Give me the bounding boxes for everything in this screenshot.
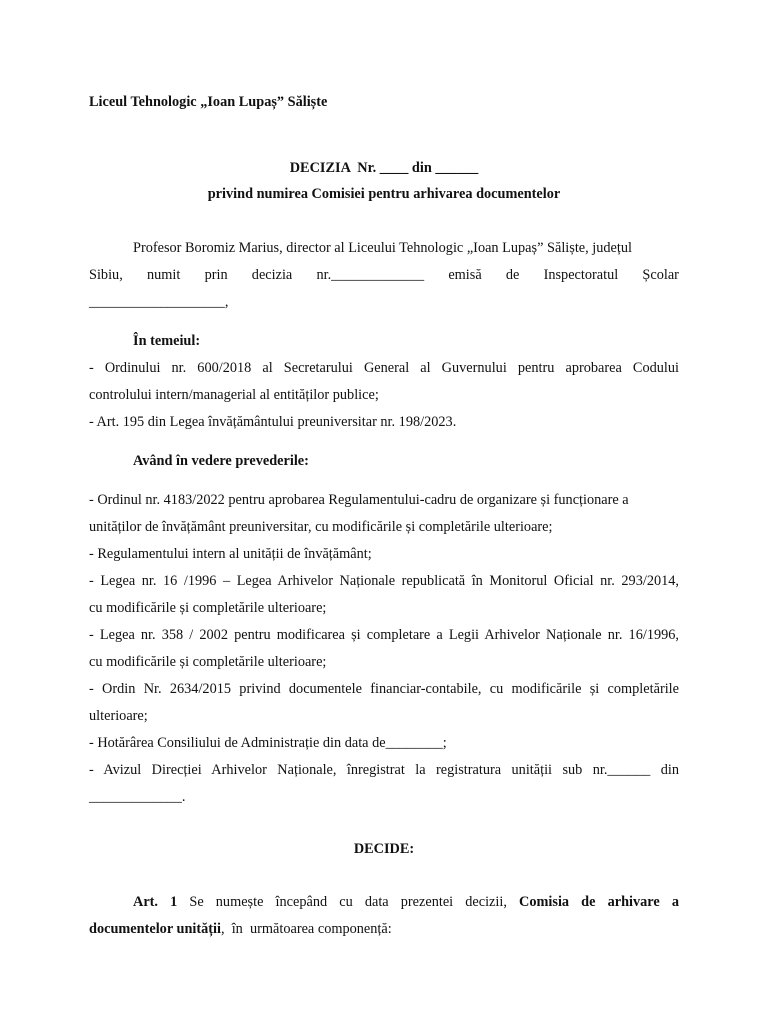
provision-7-line-2: _____________. — [89, 789, 186, 805]
intro-word: decizia — [251, 267, 293, 283]
provision-7-line-1: - Avizul Direcției Arhivelor Naționale, înregistrat la registratura unității sub nr.______ din — [89, 762, 679, 778]
provisions-heading: Având în vedere prevederile: — [133, 453, 309, 469]
basis-item-1-line-2: controlului intern/managerial al entităților publice; — [89, 387, 379, 403]
intro-line-2 — [89, 266, 679, 284]
intro-word: Sibiu, — [89, 267, 123, 283]
provision-2: - Regulamentului intern al unității de învățământ; — [89, 546, 372, 562]
intro-line-3: ___________________, — [89, 294, 229, 310]
intro-line-1: Profesor Boromiz Marius, director al Liceului Tehnologic „Ioan Lupaș” Săliște, județul — [133, 240, 632, 256]
provision-5-line-2: ulterioare; — [89, 708, 148, 724]
decision-title: DECIZIA Nr. ____ din ______ — [289, 160, 479, 176]
article-1-bold-a: Comisia de arhivare a — [519, 894, 679, 910]
decision-subject: privind numirea Comisiei pentru arhivarea documentelor — [207, 186, 561, 202]
article-1-bold-b: documentelor unității — [89, 921, 221, 937]
article-1-line-1 — [89, 893, 679, 911]
basis-heading: În temeiul: — [133, 333, 201, 349]
provision-5-line-1: - Ordin Nr. 2634/2015 privind documentele financiar-contabile, cu modificările și completările — [89, 681, 679, 697]
intro-word: Școlar — [642, 267, 679, 283]
decide-heading: DECIDE: — [353, 841, 415, 857]
basis-item-2: - Art. 195 din Legea învățământului preuniversitar nr. 198/2023. — [89, 414, 457, 430]
intro-word: de — [505, 267, 520, 283]
article-1-line-2 — [89, 920, 392, 938]
intro-word: numit — [146, 267, 181, 283]
article-1-label: Art. 1 — [133, 894, 178, 910]
article-1-text-a: Se numește începând cu data prezentei decizii, — [177, 894, 520, 910]
provision-3-line-2: cu modificările și completările ulterioare; — [89, 600, 327, 616]
basis-item-1-line-1: - Ordinului nr. 600/2018 al Secretarului General al Guvernului pentru aprobarea Codului — [89, 360, 679, 376]
provision-1-line-2: unităților de învățământ preuniversitar, cu modificările și completările ulterioare; — [89, 519, 553, 535]
provision-1-line-1: - Ordinul nr. 4183/2022 pentru aprobarea Regulamentului-cadru de organizare și funcționare a — [89, 492, 629, 508]
provision-3-line-1: - Legea nr. 16 /1996 – Legea Arhivelor Naționale republicată în Monitorul Oficial nr. 293/2014, — [89, 573, 679, 589]
intro-word: nr._____________ — [316, 267, 425, 283]
intro-word: prin — [204, 267, 228, 283]
article-1-text-b: , în următoarea componență: — [220, 921, 392, 937]
provision-4-line-1: - Legea nr. 358 / 2002 pentru modificarea și completare a Legii Arhivelor Naționale nr. 16/1996, — [89, 627, 679, 643]
provision-4-line-2: cu modificările și completările ulterioare; — [89, 654, 327, 670]
intro-word: Inspectoratul — [543, 267, 619, 283]
school-name: Liceul Tehnologic „Ioan Lupaș” Săliște — [89, 94, 328, 110]
intro-word: emisă — [448, 267, 482, 283]
provision-6: - Hotărârea Consiliului de Administrație din data de________; — [89, 735, 447, 751]
